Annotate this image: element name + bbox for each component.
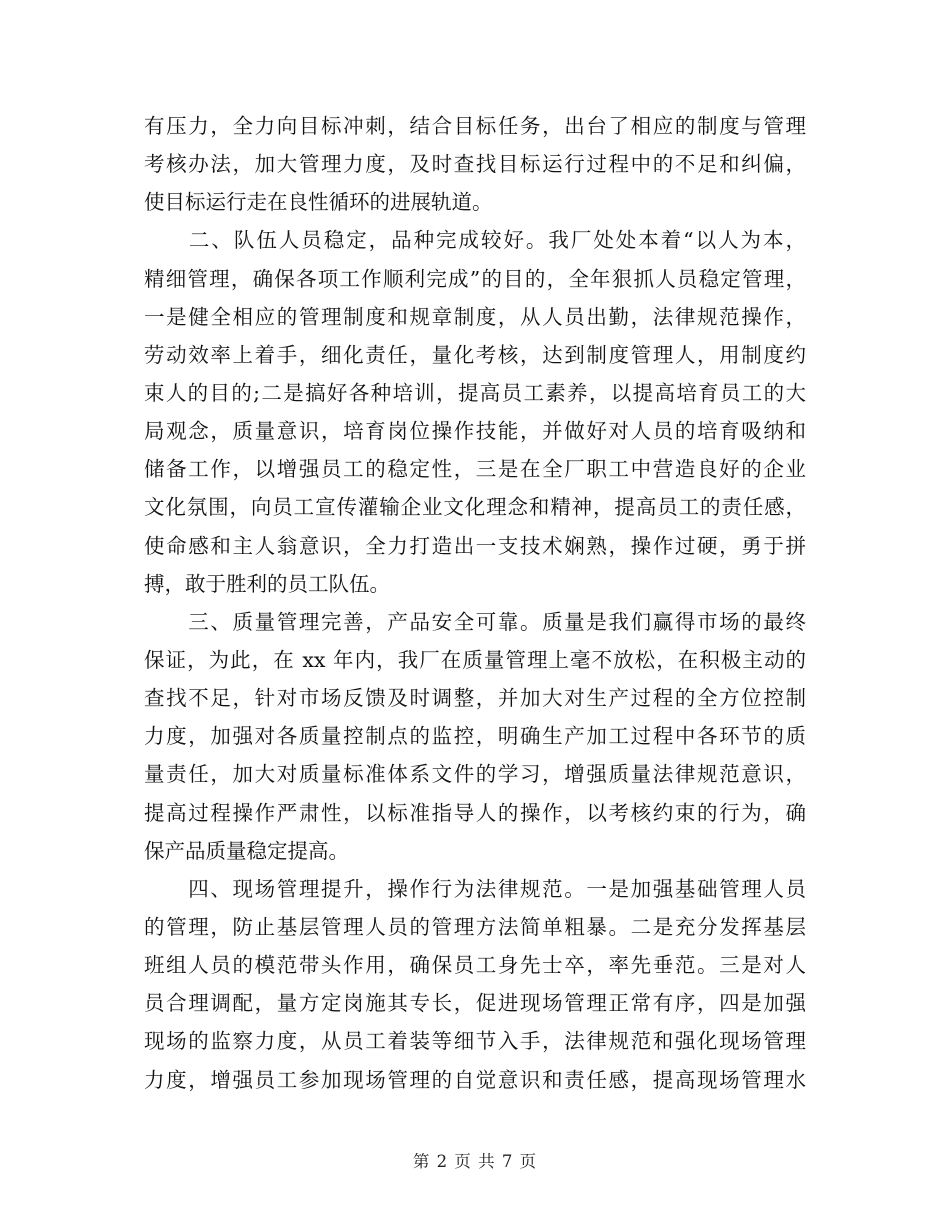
page-number-footer: 第 2 页 共 7 页 <box>412 1152 538 1171</box>
text-line: 储备工作，以增强员工的稳定性，三是在全厂职工中营造良好的企业 <box>144 457 806 482</box>
paragraph-2 <box>144 221 806 602</box>
text-line: 力度，增强员工参加现场管理的自觉意识和责任感，提高现场管理水 <box>144 1067 806 1092</box>
body-text <box>144 107 806 1099</box>
text-line: 查找不足，针对市场反馈及时调整，并加大对生产过程的全方位控制 <box>144 686 806 711</box>
text-line: 精细管理，确保各项工作顺利完成”的目的，全年狠抓人员稳定管理， <box>144 266 806 291</box>
text-line: 使目标运行走在良性循环的进展轨道。 <box>144 190 493 215</box>
text-line: 有压力，全力向目标冲刺，结合目标任务，出台了相应的制度与管理 <box>144 114 806 138</box>
text-line: 三、质量管理完善，产品安全可靠。质量是我们赢得市场的最终 <box>144 609 806 634</box>
text-line: 考核办法，加大管理力度，及时查找目标运行过程中的不足和纠偏， <box>144 152 806 177</box>
text-line: 力度，加强对各质量控制点的监控，明确生产加工过程中各环节的质 <box>144 724 806 749</box>
text-line: 员合理调配，量方定岗施其专长，促进现场管理正常有序，四是加强 <box>144 991 806 1016</box>
paragraph-3 <box>144 603 806 870</box>
text-line: 保证，为此，在 xx 年内，我厂在质量管理上毫不放松，在积极主动的 <box>144 647 806 672</box>
text-line: 局观念，质量意识，培育岗位操作技能，并做好对人员的培育吸纳和 <box>144 419 806 444</box>
text-line: 量责任，加大对质量标准体系文件的学习，增强质量法律规范意识， <box>144 762 806 787</box>
text-line: 二、队伍人员稳定，品种完成较好。我厂处处本着“以人为本， <box>144 228 806 253</box>
text-line: 四、现场管理提升，操作行为法律规范。一是加强基础管理人员 <box>144 876 806 901</box>
text-line: 束人的目的;二是搞好各种培训，提高员工素养，以提高培育员工的大 <box>144 380 806 405</box>
text-line: 的管理，防止基层管理人员的管理方法简单粗暴。二是充分发挥基层 <box>144 914 806 939</box>
text-line: 一是健全相应的管理制度和规章制度，从人员出勤，法律规范操作， <box>144 304 806 329</box>
text-line: 搏，敢于胜利的员工队伍。 <box>144 571 390 596</box>
paragraph-1 <box>144 107 806 221</box>
text-line: 提高过程操作严肃性，以标准指导人的操作，以考核约束的行为，确 <box>144 800 806 825</box>
text-line: 保产品质量稳定提高。 <box>144 838 349 863</box>
text-line: 文化氛围，向员工宣传灌输企业文化理念和精神，提高员工的责任感， <box>144 495 806 520</box>
text-line: 劳动效率上着手，细化责任，量化考核，达到制度管理人，用制度约 <box>144 342 806 367</box>
text-line: 使命感和主人翁意识，全力打造出一支技术娴熟，操作过硬，勇于拼 <box>144 533 806 558</box>
text-line: 班组人员的模范带头作用，确保员工身先士卒，率先垂范。三是对人 <box>144 953 806 978</box>
text-line: 现场的监察力度，从员工着装等细节入手，法律规范和强化现场管理 <box>144 1029 806 1054</box>
paragraph-4 <box>144 870 806 1099</box>
